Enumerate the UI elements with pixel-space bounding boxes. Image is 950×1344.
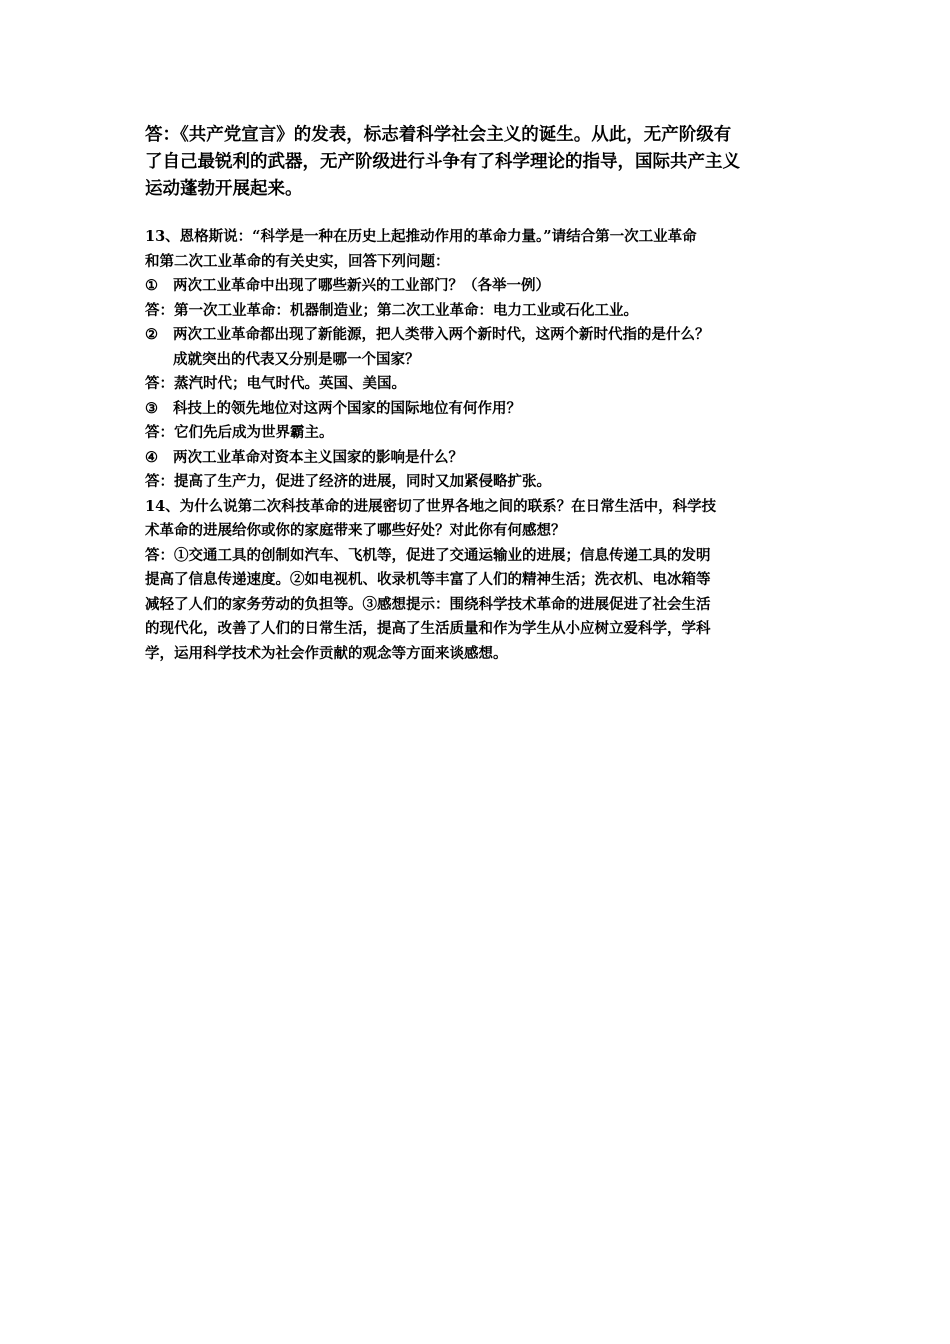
question-13 [145, 225, 810, 495]
sub-question-text: 科技上的领先地位对这两个国家的国际地位有何作用？ [173, 399, 521, 417]
question-13-line: 和第二次工业革命的有关史实，回答下列问题： [145, 252, 450, 270]
sub-question-2 [145, 323, 810, 372]
sub-question-line: 成就突出的代表又分别是哪一个国家？ [173, 350, 420, 368]
sub-question-text [173, 323, 810, 372]
question-14-answer-line: 学，运用科学技术为社会作贡献的观念等方面来谈感想。 [145, 644, 508, 662]
question-13-line: 13、恩格斯说：“科学是一种在历史上起推动作用的革命力量。”请结合第一次工业革命 [145, 228, 697, 245]
sub-question-4 [145, 446, 810, 471]
sub-question-line: 两次工业革命都出现了新能源，把人类带入两个新时代，这两个新时代指的是什么？ [173, 326, 710, 343]
sub-question-number: ④ [145, 448, 158, 466]
question-14-line: 术革命的进展给你或你的家庭带来了哪些好处？对此你有何感想？ [145, 522, 566, 539]
sub-answer-2: 答：蒸汽时代；电气时代。英国、美国。 [145, 375, 406, 392]
sub-question-text: 两次工业革命对资本主义国家的影响是什么？ [173, 448, 463, 466]
sub-answer-1: 答：第一次工业革命：机器制造业；第二次工业革命：电力工业或石化工业。 [145, 301, 638, 319]
text-line: 答：《共产党宣言》的发表，标志着科学社会主义的诞生。从此，无产阶级有 [145, 125, 732, 145]
sub-answer-3: 答：它们先后成为世界霸主。 [145, 424, 334, 441]
question-section [145, 225, 810, 666]
text-line: 了自己最锐利的武器，无产阶级进行斗争有了科学理论的指导，国际共产主义 [145, 152, 740, 172]
question-14 [145, 495, 810, 667]
sub-question-number: ③ [145, 399, 158, 417]
question-14-answer-line: 提高了信息传递速度。②如电视机、收录机等丰富了人们的精神生活；洗衣机、电冰箱等 [145, 571, 711, 588]
text-line: 运动蓬勃开展起来。 [145, 179, 303, 199]
sub-question-1 [145, 274, 810, 299]
question-14-answer-line: 答：①交通工具的创制如汽车、飞机等，促进了交通运输业的进展；信息传递工具的发明 [145, 546, 711, 564]
document-page [145, 122, 810, 666]
question-14-answer-line: 减轻了人们的家务劳动的负担等。③感想提示：围绕科学技术革命的进展促进了社会生活 [145, 595, 711, 613]
answer-paragraph-manifesto [145, 122, 810, 203]
sub-question-text: 两次工业革命中出现了哪些新兴的工业部门？（各举一例） [173, 277, 550, 294]
question-14-answer-line: 的现代化，改善了人们的日常生活，提高了生活质量和作为学生从小应树立爱科学，学科 [145, 620, 711, 637]
sub-question-number: ① [145, 277, 158, 294]
sub-question-3 [145, 397, 810, 422]
question-14-line: 14、为什么说第二次科技革命的进展密切了世界各地之间的联系？在日常生活中，科学技 [145, 497, 717, 515]
sub-question-number: ② [145, 326, 158, 343]
sub-answer-4: 答：提高了生产力，促进了经济的进展，同时又加紧侵略扩张。 [145, 473, 551, 490]
